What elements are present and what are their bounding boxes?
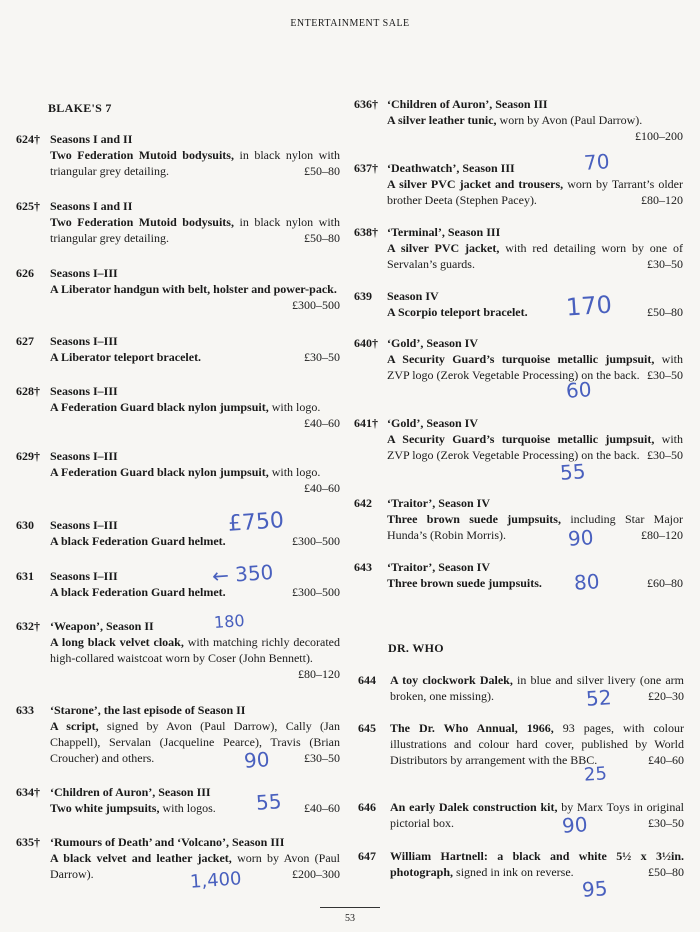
lot-number: 624† <box>16 132 40 146</box>
lot-heading: ‘Terminal’, Season III <box>387 225 501 239</box>
lot-description: Two white jumpsuits, with logos. £40–60 <box>50 801 340 815</box>
section-heading-blakes7: BLAKE'S 7 <box>48 101 112 115</box>
lot-heading: ‘Traitor’, Season IV <box>387 560 490 574</box>
lot-heading: Seasons I–III <box>50 449 118 463</box>
lot-heading: Seasons I–III <box>50 569 118 583</box>
lot-description: A black Federation Guard helmet. £300–500 <box>50 585 340 599</box>
handwritten-price-637: 70 <box>583 149 611 175</box>
lot-description: A black velvet and leather jacket, worn by Avon (Paul Darrow). £200–300 <box>50 851 341 881</box>
lot-number: 636† <box>354 97 378 111</box>
lot-estimate: £100–200 <box>635 129 683 143</box>
lot-estimate: £50–80 <box>648 865 684 879</box>
lot-637 <box>354 160 684 208</box>
handwritten-price-642: 90 <box>567 525 595 551</box>
lot-630 <box>16 517 341 549</box>
lot-heading: Seasons I–III <box>50 334 118 348</box>
handwritten-price-644: 52 <box>585 685 613 711</box>
lot-estimate: £30–50 <box>648 816 684 830</box>
lot-estimate: £30–50 <box>647 448 683 462</box>
lot-643 <box>354 559 684 591</box>
lot-estimate: £80–120 <box>641 528 683 542</box>
lot-description: A toy clockwork Dalek, in blue and silver livery (one arm broken, one missing). £20–30 <box>390 673 684 703</box>
lot-635 <box>16 834 341 882</box>
handwritten-price-643: 80 <box>573 569 601 595</box>
lot-description: A black Federation Guard helmet. £300–500 <box>50 534 340 548</box>
lot-number: 632† <box>16 619 40 633</box>
lot-number: 635† <box>16 835 40 849</box>
section-heading-drwho: DR. WHO <box>388 641 444 655</box>
lot-heading: ‘Children of Auron’, Season III <box>387 97 548 111</box>
running-header: ENTERTAINMENT SALE <box>290 18 410 29</box>
lot-644 <box>358 672 684 704</box>
lot-number: 625† <box>16 199 40 213</box>
lot-647 <box>358 848 684 880</box>
handwritten-price-631: ← 350 <box>211 559 275 589</box>
lot-number: 638† <box>354 225 378 239</box>
lot-estimate: £40–60 <box>648 753 684 767</box>
lot-description: A Security Guard’s turquoise metallic jumpsuit, with ZVP logo (Zerok Vegetable Processing) on the back. £30–50 <box>387 432 683 462</box>
lot-description: An early Dalek construction kit, by Marx Toys in original pictorial box. £30–50 <box>390 800 685 830</box>
handwritten-price-634: 55 <box>255 789 283 815</box>
handwritten-price-639: 170 <box>565 290 613 322</box>
handwritten-price-630: £750 <box>227 508 285 537</box>
lot-heading: Season IV <box>387 289 439 303</box>
lot-description: Three brown suede jumpsuits. £60–80 <box>387 576 683 590</box>
lot-estimate: £20–30 <box>648 689 684 703</box>
lot-description: A Federation Guard black nylon jumpsuit, with logo. £40–60 <box>50 400 340 430</box>
handwritten-price-647: 95 <box>581 876 609 902</box>
handwritten-price-635: 1,400 <box>189 868 243 893</box>
lot-estimate: £300–500 <box>292 534 340 548</box>
lot-estimate: £300–500 <box>292 585 340 599</box>
lot-estimate: £40–60 <box>304 416 340 430</box>
lot-641 <box>354 415 684 479</box>
lot-estimate: £50–80 <box>304 231 340 245</box>
lot-638 <box>354 224 684 272</box>
lot-645 <box>358 720 684 784</box>
lot-heading: ‘Starone’, the last episode of Season II <box>50 703 246 717</box>
lot-heading: Seasons I and II <box>50 132 133 146</box>
lot-639 <box>354 288 684 320</box>
lot-description: Two Federation Mutoid bodysuits, in black nylon with triangular grey detailing. £50–80 <box>50 148 341 178</box>
handwritten-price-632: 180 <box>213 610 246 633</box>
lot-estimate: £300–500 <box>292 298 340 312</box>
lot-heading: ‘Rumours of Death’ and ‘Volcano’, Season III <box>50 835 285 849</box>
lot-description: The Dr. Who Annual, 1966, 93 pages, with colour illustrations and colour hard cover, published by World Distributors by arrangement with the BBC. £40–60 <box>390 721 685 767</box>
lot-642 <box>354 495 684 543</box>
lot-631 <box>16 568 341 600</box>
lot-629 <box>16 448 341 496</box>
lot-heading: ‘Weapon’, Season II <box>50 619 154 633</box>
lot-description: William Hartnell: a black and white 5½ x 3½in. photograph, signed in ink on reverse. £50–80 <box>390 849 684 879</box>
lot-estimate: £40–60 <box>304 481 340 495</box>
lot-633 <box>16 702 341 766</box>
lot-heading: ‘Gold’, Season IV <box>387 336 479 350</box>
lot-646 <box>358 799 684 831</box>
lot-description: A script, signed by Avon (Paul Darrow), Cally (Jan Chappell), Servalan (Jacqueline Pearce), Travis (Brian Croucher) and others. £30–50 <box>50 719 340 765</box>
handwritten-price-645: 25 <box>583 763 608 786</box>
lot-heading: ‘Deathwatch’, Season III <box>387 161 515 175</box>
lot-number: 629† <box>16 449 40 463</box>
lot-estimate: £30–50 <box>647 257 683 271</box>
lot-estimate: £80–120 <box>298 667 340 681</box>
lot-number: 639 <box>354 289 372 303</box>
lot-description: Three brown suede jumpsuits, including Star Major Hunda’s (Robin Morris). £80–120 <box>387 512 684 542</box>
lot-estimate: £30–50 <box>647 368 683 382</box>
lot-description: A Liberator handgun with belt, holster and power-pack. £300–500 <box>50 282 340 312</box>
lot-description: A silver PVC jacket and trousers, worn by Tarrant’s older brother Deeta (Stephen Pacey). £80–120 <box>387 177 684 207</box>
lot-number: 640† <box>354 336 378 350</box>
lot-number: 634† <box>16 785 40 799</box>
handwritten-price-640: 60 <box>565 377 593 403</box>
lot-number: 626 <box>16 266 34 280</box>
lot-heading: Seasons I–III <box>50 266 118 280</box>
lot-estimate: £50–80 <box>304 164 340 178</box>
lot-description: A Liberator teleport bracelet. £30–50 <box>50 350 340 364</box>
lot-description: A Security Guard’s turquoise metallic jumpsuit, with ZVP logo (Zerok Vegetable Processing) on the back. £30–50 <box>387 352 683 382</box>
lot-number: 641† <box>354 416 378 430</box>
lot-description: A Federation Guard black nylon jumpsuit, with logo. £40–60 <box>50 465 340 495</box>
handwritten-price-633: 90 <box>243 747 271 773</box>
lot-heading: Seasons I–III <box>50 518 118 532</box>
lot-estimate: £40–60 <box>304 801 340 815</box>
lot-estimate: £30–50 <box>304 751 340 765</box>
lot-627 <box>16 333 341 365</box>
lot-heading: ‘Gold’, Season IV <box>387 416 479 430</box>
lot-estimate: £80–120 <box>641 193 683 207</box>
lot-heading: Seasons I–III <box>50 384 118 398</box>
lot-number: 627 <box>16 334 34 348</box>
lot-number: 646 <box>358 800 376 814</box>
lot-634 <box>16 784 341 816</box>
lot-number: 637† <box>354 161 378 175</box>
lot-estimate: £60–80 <box>647 576 683 590</box>
lot-description: A silver PVC jacket, with red detailing worn by one of Servalan’s guards. £30–50 <box>387 241 683 271</box>
lot-description: Two Federation Mutoid bodysuits, in black nylon with triangular grey detailing. £50–80 <box>50 215 341 245</box>
lot-636 <box>354 96 684 144</box>
lot-description: A long black velvet cloak, with matching richly decorated high-collared waistcoat worn by Coser (John Bennett). £80–120 <box>50 635 340 681</box>
lot-estimate: £30–50 <box>304 350 340 364</box>
lot-estimate: £200–300 <box>292 867 340 881</box>
lot-description: A Scorpio teleport bracelet. £50–80 <box>387 305 683 319</box>
lot-625 <box>16 198 341 246</box>
lot-number: 628† <box>16 384 40 398</box>
lot-626 <box>16 265 341 313</box>
lot-heading: ‘Traitor’, Season IV <box>387 496 490 510</box>
handwritten-price-646: 90 <box>561 812 589 838</box>
lot-number: 642 <box>354 496 372 510</box>
lot-624 <box>16 131 341 179</box>
lot-number: 643 <box>354 560 372 574</box>
lot-heading: ‘Children of Auron’, Season III <box>50 785 211 799</box>
lot-estimate: £50–80 <box>647 305 683 319</box>
lot-number: 631 <box>16 569 34 583</box>
handwritten-price-641: 55 <box>559 459 587 485</box>
footer-rule <box>320 907 380 908</box>
lot-number: 647 <box>358 849 376 863</box>
lot-number: 645 <box>358 721 376 735</box>
lot-number: 630 <box>16 518 34 532</box>
lot-628 <box>16 383 341 431</box>
lot-640 <box>354 335 684 399</box>
lot-description: A silver leather tunic, worn by Avon (Paul Darrow). £100–200 <box>387 113 683 143</box>
lot-number: 644 <box>358 673 376 687</box>
lot-number: 633 <box>16 703 34 717</box>
page-number: 53 <box>345 913 355 924</box>
lot-632 <box>16 618 341 682</box>
lot-heading: Seasons I and II <box>50 199 133 213</box>
